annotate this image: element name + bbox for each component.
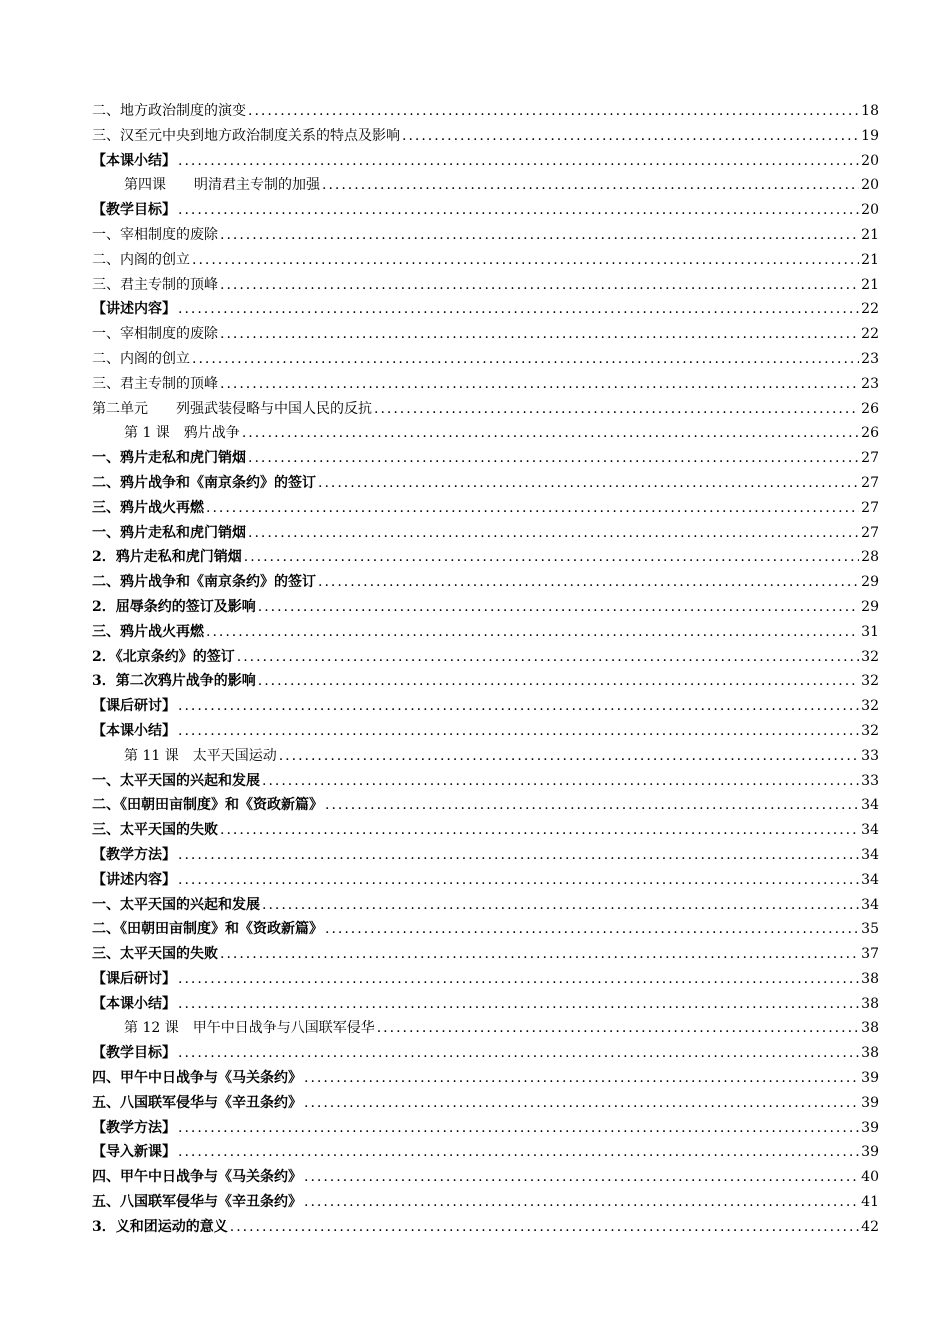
toc-dot-leader [258,669,859,694]
toc-entry[interactable] [92,992,879,1017]
toc-dot-leader [325,917,859,942]
toc-entry-title: 【课后研讨】 [92,698,176,715]
toc-entry-title: 二、地方政治制度的演变 [92,103,246,119]
toc-page-number: 32 [861,648,879,665]
toc-page-number: 38 [861,1045,879,1062]
toc-page-number: 39 [861,1144,879,1161]
toc-entry-title: 一、太平天国的兴起和发展 [92,772,260,789]
toc-entry[interactable] [92,545,879,570]
toc-entry-title: 2．鸦片走私和虎门销烟 [92,549,242,566]
toc-page-number: 26 [861,400,879,417]
toc-page-number: 34 [861,822,879,839]
toc-entry[interactable] [92,372,879,397]
toc-entry-title: 【本课小结】 [92,722,176,739]
toc-dot-leader [192,347,859,372]
toc-entry[interactable] [92,818,879,843]
toc-entry-title: 【教学目标】 [92,202,176,219]
toc-entry-title: 五、八国联军侵华与《辛丑条约》 [92,1094,302,1111]
toc-entry-title: 二、鸦片战争和《南京条约》的签订 [92,574,316,591]
toc-dot-leader [248,521,859,546]
toc-dot-leader [178,967,859,992]
toc-page-number: 23 [861,350,879,367]
toc-dot-leader [258,595,859,620]
toc-page-number: 20 [861,202,879,219]
toc-page-number: 40 [861,1169,879,1186]
toc-entry[interactable] [92,471,879,496]
toc-page-number: 21 [861,276,879,293]
toc-entry[interactable] [92,893,879,918]
toc-page-number: 32 [861,698,879,715]
toc-entry[interactable] [92,223,879,248]
toc-entry-title: 第二单元 列强武装侵略与中国人民的反抗 [92,400,372,417]
toc-page-number: 18 [861,103,879,119]
toc-entry-title: 三、君主专制的顶峰 [92,375,218,392]
toc-page-number: 26 [861,425,879,442]
toc-entry-title: 二、《田朝田亩制度》和《资政新篇》 [92,797,323,814]
toc-entry[interactable] [92,719,879,744]
toc-page-number: 22 [861,301,879,318]
toc-dot-leader [178,992,859,1017]
toc-dot-leader [244,545,859,570]
toc-dot-leader [304,1165,859,1190]
toc-dot-leader [262,769,859,794]
toc-page-number: 37 [861,946,879,963]
toc-entry[interactable] [92,1066,879,1091]
toc-dot-leader [230,1215,859,1240]
toc-dot-leader [178,719,859,744]
toc-entry[interactable] [92,1140,879,1165]
toc-dot-leader [402,124,859,149]
toc-entry[interactable] [92,1041,879,1066]
toc-entry[interactable] [92,248,879,273]
toc-dot-leader [220,818,859,843]
toc-entry[interactable] [92,521,879,546]
toc-dot-leader [325,793,859,818]
toc-page-number: 34 [861,896,879,913]
toc-dot-leader [248,446,859,471]
toc-dot-leader [178,198,859,223]
toc-page-number: 38 [861,995,879,1012]
toc-entry-title: 一、宰相制度的废除 [92,326,218,343]
toc-entry[interactable] [92,446,879,471]
toc-page-number: 27 [861,524,879,541]
toc-entry[interactable] [92,843,879,868]
toc-page-number: 32 [861,673,879,690]
toc-entry-title: 【教学目标】 [92,1045,176,1062]
toc-page-number: 34 [861,797,879,814]
toc-entry-title: 二、内阁的创立 [92,251,190,268]
toc-entry[interactable] [92,421,879,446]
toc-entry-title: 四、甲午中日战争与《马关条约》 [92,1169,302,1186]
toc-entry-title: 四、甲午中日战争与《马关条约》 [92,1070,302,1087]
toc-entry[interactable] [92,942,879,967]
toc-page-number: 39 [861,1094,879,1111]
toc-entry-title: 【教学方法】 [92,1119,176,1136]
toc-entry-title: 一、太平天国的兴起和发展 [92,896,260,913]
toc-entry-title: 【讲述内容】 [92,301,176,318]
toc-entry[interactable] [92,793,879,818]
toc-dot-leader [262,893,859,918]
toc-page-number: 22 [861,326,879,343]
toc-dot-leader [279,744,859,769]
toc-dot-leader [237,645,859,670]
toc-dot-leader [220,322,859,347]
toc-entry[interactable] [92,322,879,347]
toc-page-number: 38 [861,970,879,987]
toc-page-number: 41 [861,1194,879,1211]
toc-entry[interactable] [92,744,879,769]
toc-entry-title: 二、《田朝田亩制度》和《资政新篇》 [92,921,323,938]
toc-entry[interactable] [92,868,879,893]
toc-entry[interactable] [92,694,879,719]
toc-entry-title: 第 1 课 鸦片战争 [124,425,240,442]
toc-dot-leader [192,248,859,273]
toc-entry-title: 一、鸦片走私和虎门销烟 [92,450,246,467]
toc-entry[interactable] [92,273,879,298]
toc-dot-leader [220,273,859,298]
toc-entry[interactable] [92,99,879,124]
toc-entry-title: 三、鸦片战火再燃 [92,623,204,640]
toc-entry-title: 【讲述内容】 [92,871,176,888]
toc-entry[interactable] [92,917,879,942]
toc-dot-leader [206,620,859,645]
toc-entry[interactable] [92,1016,879,1041]
toc-entry[interactable] [92,620,879,645]
toc-page-number: 29 [861,574,879,591]
toc-entry[interactable] [92,669,879,694]
toc-dot-leader [220,223,859,248]
toc-entry[interactable] [92,769,879,794]
toc-entry-title: 三、鸦片战火再燃 [92,499,204,516]
toc-entry-title: 【本课小结】 [92,995,176,1012]
toc-entry[interactable] [92,1091,879,1116]
toc-page-number: 39 [861,1119,879,1136]
toc-entry[interactable] [92,1116,879,1141]
toc-entry-title: 【本课小结】 [92,152,176,169]
toc-page-number: 21 [861,226,879,243]
toc-entry-title: 3．第二次鸦片战争的影响 [92,673,256,690]
toc-entry[interactable] [92,570,879,595]
toc-page-number: 27 [861,474,879,491]
toc-dot-leader [178,1116,859,1141]
toc-entry-title: 第 11 课 太平天国运动 [124,747,277,764]
toc-dot-leader [248,99,859,124]
toc-entry-title: 一、鸦片走私和虎门销烟 [92,524,246,541]
toc-entry[interactable] [92,397,879,422]
toc-entry[interactable] [92,595,879,620]
toc-page-number: 20 [861,152,879,169]
toc-dot-leader [374,397,859,422]
toc-page-number: 31 [861,623,879,640]
toc-dot-leader [178,868,859,893]
toc-dot-leader [304,1091,859,1116]
toc-dot-leader [178,843,859,868]
toc-page-number: 35 [861,921,879,938]
toc-dot-leader [206,496,859,521]
toc-page-number: 20 [861,177,879,194]
toc-dot-leader [304,1190,859,1215]
toc-page-number: 27 [861,450,879,467]
toc-page-number: 34 [861,846,879,863]
toc-entry-title: 三、太平天国的失败 [92,946,218,963]
toc-page-number: 32 [861,722,879,739]
toc-page-number: 23 [861,375,879,392]
toc-entry-title: 三、太平天国的失败 [92,822,218,839]
toc-page-number: 21 [861,251,879,268]
toc-entry[interactable] [92,347,879,372]
toc-dot-leader [178,297,859,322]
toc-dot-leader [304,1066,859,1091]
table-of-contents [92,99,879,1240]
toc-entry-title: 【教学方法】 [92,846,176,863]
toc-entry[interactable] [92,645,879,670]
toc-entry-title: 2．屈辱条约的签订及影响 [92,598,256,615]
toc-dot-leader [318,570,859,595]
toc-page-number: 33 [861,772,879,789]
toc-page-number: 29 [861,598,879,615]
toc-dot-leader [220,942,859,967]
toc-dot-leader [377,1016,859,1041]
toc-dot-leader [220,372,859,397]
toc-entry-title: 第四课 明清君主专制的加强 [124,177,320,194]
toc-dot-leader [242,421,859,446]
toc-dot-leader [318,471,859,496]
toc-entry[interactable] [92,173,879,198]
toc-entry-title: 五、八国联军侵华与《辛丑条约》 [92,1194,302,1211]
toc-entry-title: 第 12 课 甲午中日战争与八国联军侵华 [124,1020,375,1037]
toc-entry-title: 二、内阁的创立 [92,350,190,367]
toc-entry-title: 【课后研讨】 [92,970,176,987]
toc-entry[interactable] [92,198,879,223]
toc-entry[interactable] [92,124,879,149]
toc-entry-title: 三、君主专制的顶峰 [92,276,218,293]
toc-entry[interactable] [92,149,879,174]
toc-page-number: 38 [861,1020,879,1037]
toc-page-number: 19 [861,127,879,144]
toc-entry-title: 二、鸦片战争和《南京条约》的签订 [92,474,316,491]
toc-page-number: 33 [861,747,879,764]
toc-page-number: 34 [861,871,879,888]
toc-entry-title: 3．义和团运动的意义 [92,1218,228,1235]
toc-dot-leader [178,1041,859,1066]
toc-dot-leader [178,694,859,719]
toc-page-number: 42 [861,1218,879,1235]
toc-entry-title: 一、宰相制度的废除 [92,226,218,243]
toc-page-number: 28 [861,549,879,566]
toc-entry[interactable] [92,496,879,521]
toc-dot-leader [322,173,859,198]
toc-entry-title: 2．《北京条约》的签订 [92,648,235,665]
toc-dot-leader [178,149,859,174]
toc-dot-leader [178,1140,859,1165]
toc-entry[interactable] [92,1165,879,1190]
toc-page-number: 39 [861,1070,879,1087]
toc-entry[interactable] [92,1190,879,1215]
toc-entry[interactable] [92,297,879,322]
toc-entry[interactable] [92,1215,879,1240]
toc-page-number: 27 [861,499,879,516]
toc-entry-title: 三、汉至元中央到地方政治制度关系的特点及影响 [92,127,400,144]
toc-entry-title: 【导入新课】 [92,1144,176,1161]
toc-entry[interactable] [92,967,879,992]
